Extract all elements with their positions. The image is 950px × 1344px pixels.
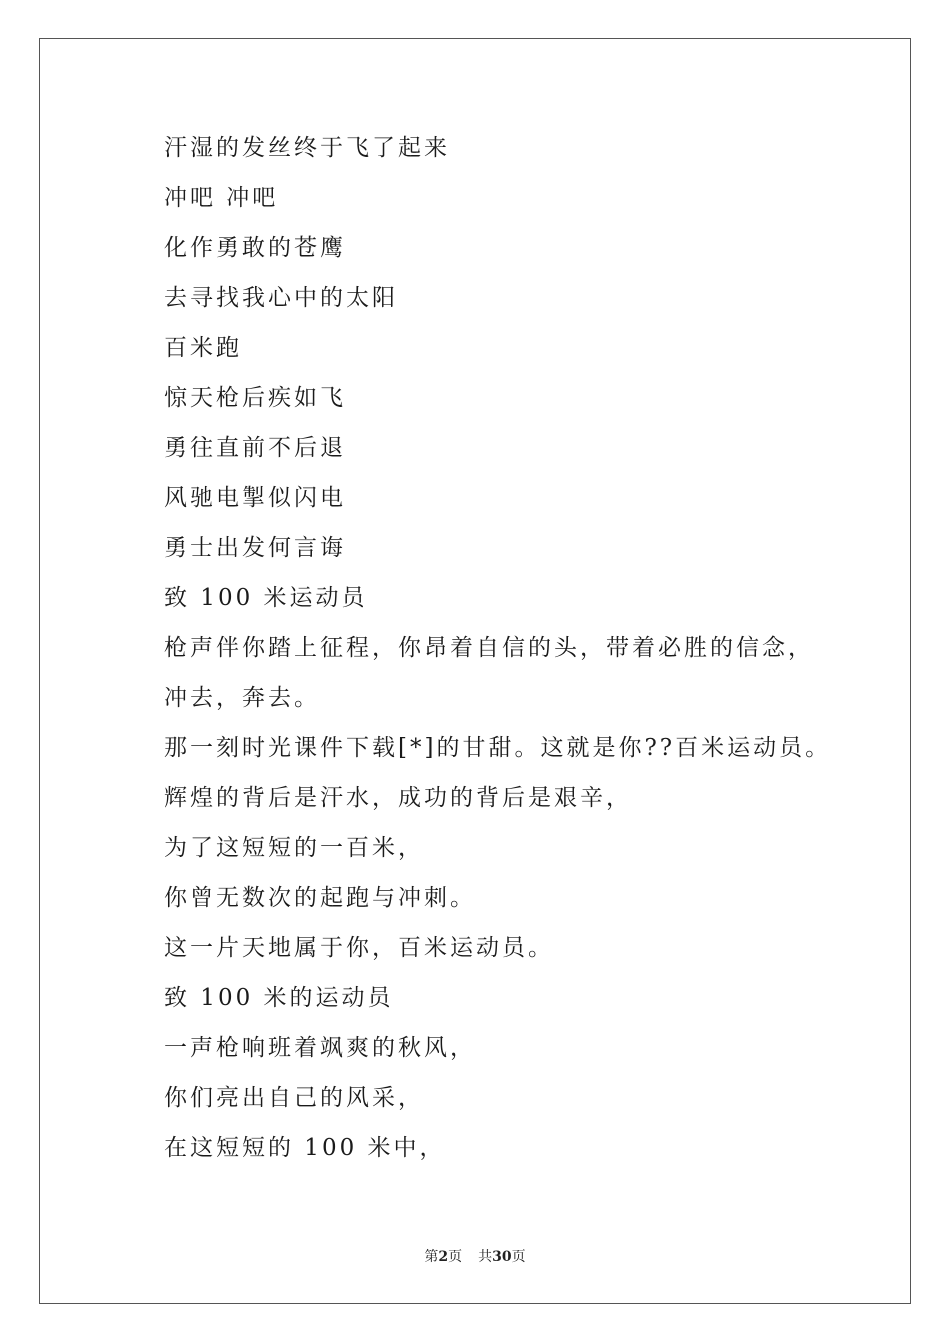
- text-line: 冲吧 冲吧: [164, 185, 279, 211]
- text-line: 致 100 米运动员: [164, 585, 368, 611]
- document-body: [164, 130, 832, 1180]
- page-number: 2: [438, 1249, 449, 1265]
- text-line: 你们亮出自己的风采，: [164, 1085, 424, 1111]
- text-line: 勇士出发何言诲: [164, 535, 346, 561]
- text-line: 辉煌的背后是汗水，成功的背后是艰辛，: [164, 785, 632, 811]
- text-line: 在这短短的 100 米中，: [164, 1135, 446, 1161]
- text-line: 冲去，奔去。: [164, 685, 320, 711]
- total-label-prefix: 共: [478, 1249, 493, 1265]
- total-label-suffix: 页: [511, 1249, 526, 1265]
- text-line: 为了这短短的一百米，: [164, 835, 424, 861]
- page-footer: [0, 1247, 950, 1267]
- text-line: 去寻找我心中的太阳: [164, 285, 398, 311]
- text-line: 致 100 米的运动员: [164, 985, 394, 1011]
- text-line: 那一刻时光课件下载[*]的甘甜。这就是你??百米运动员。: [164, 735, 832, 761]
- text-line: 风驰电掣似闪电: [164, 485, 346, 511]
- text-line: 百米跑: [164, 335, 242, 361]
- page-label-prefix: 第: [424, 1249, 439, 1265]
- text-line: 勇往直前不后退: [164, 435, 346, 461]
- text-line: 你曾无数次的起跑与冲刺。: [164, 885, 476, 911]
- text-line: 汗湿的发丝终于飞了起来: [164, 135, 450, 161]
- text-line: 一声枪响班着飒爽的秋风，: [164, 1035, 476, 1061]
- text-line: 枪声伴你踏上征程，你昂着自信的头，带着必胜的信念，: [164, 635, 814, 661]
- page-label-suffix: 页: [448, 1249, 463, 1265]
- total-pages: 30: [492, 1249, 512, 1265]
- text-line: 这一片天地属于你，百米运动员。: [164, 935, 554, 961]
- text-line: 化作勇敢的苍鹰: [164, 235, 346, 261]
- text-line: 惊天枪后疾如飞: [164, 385, 346, 411]
